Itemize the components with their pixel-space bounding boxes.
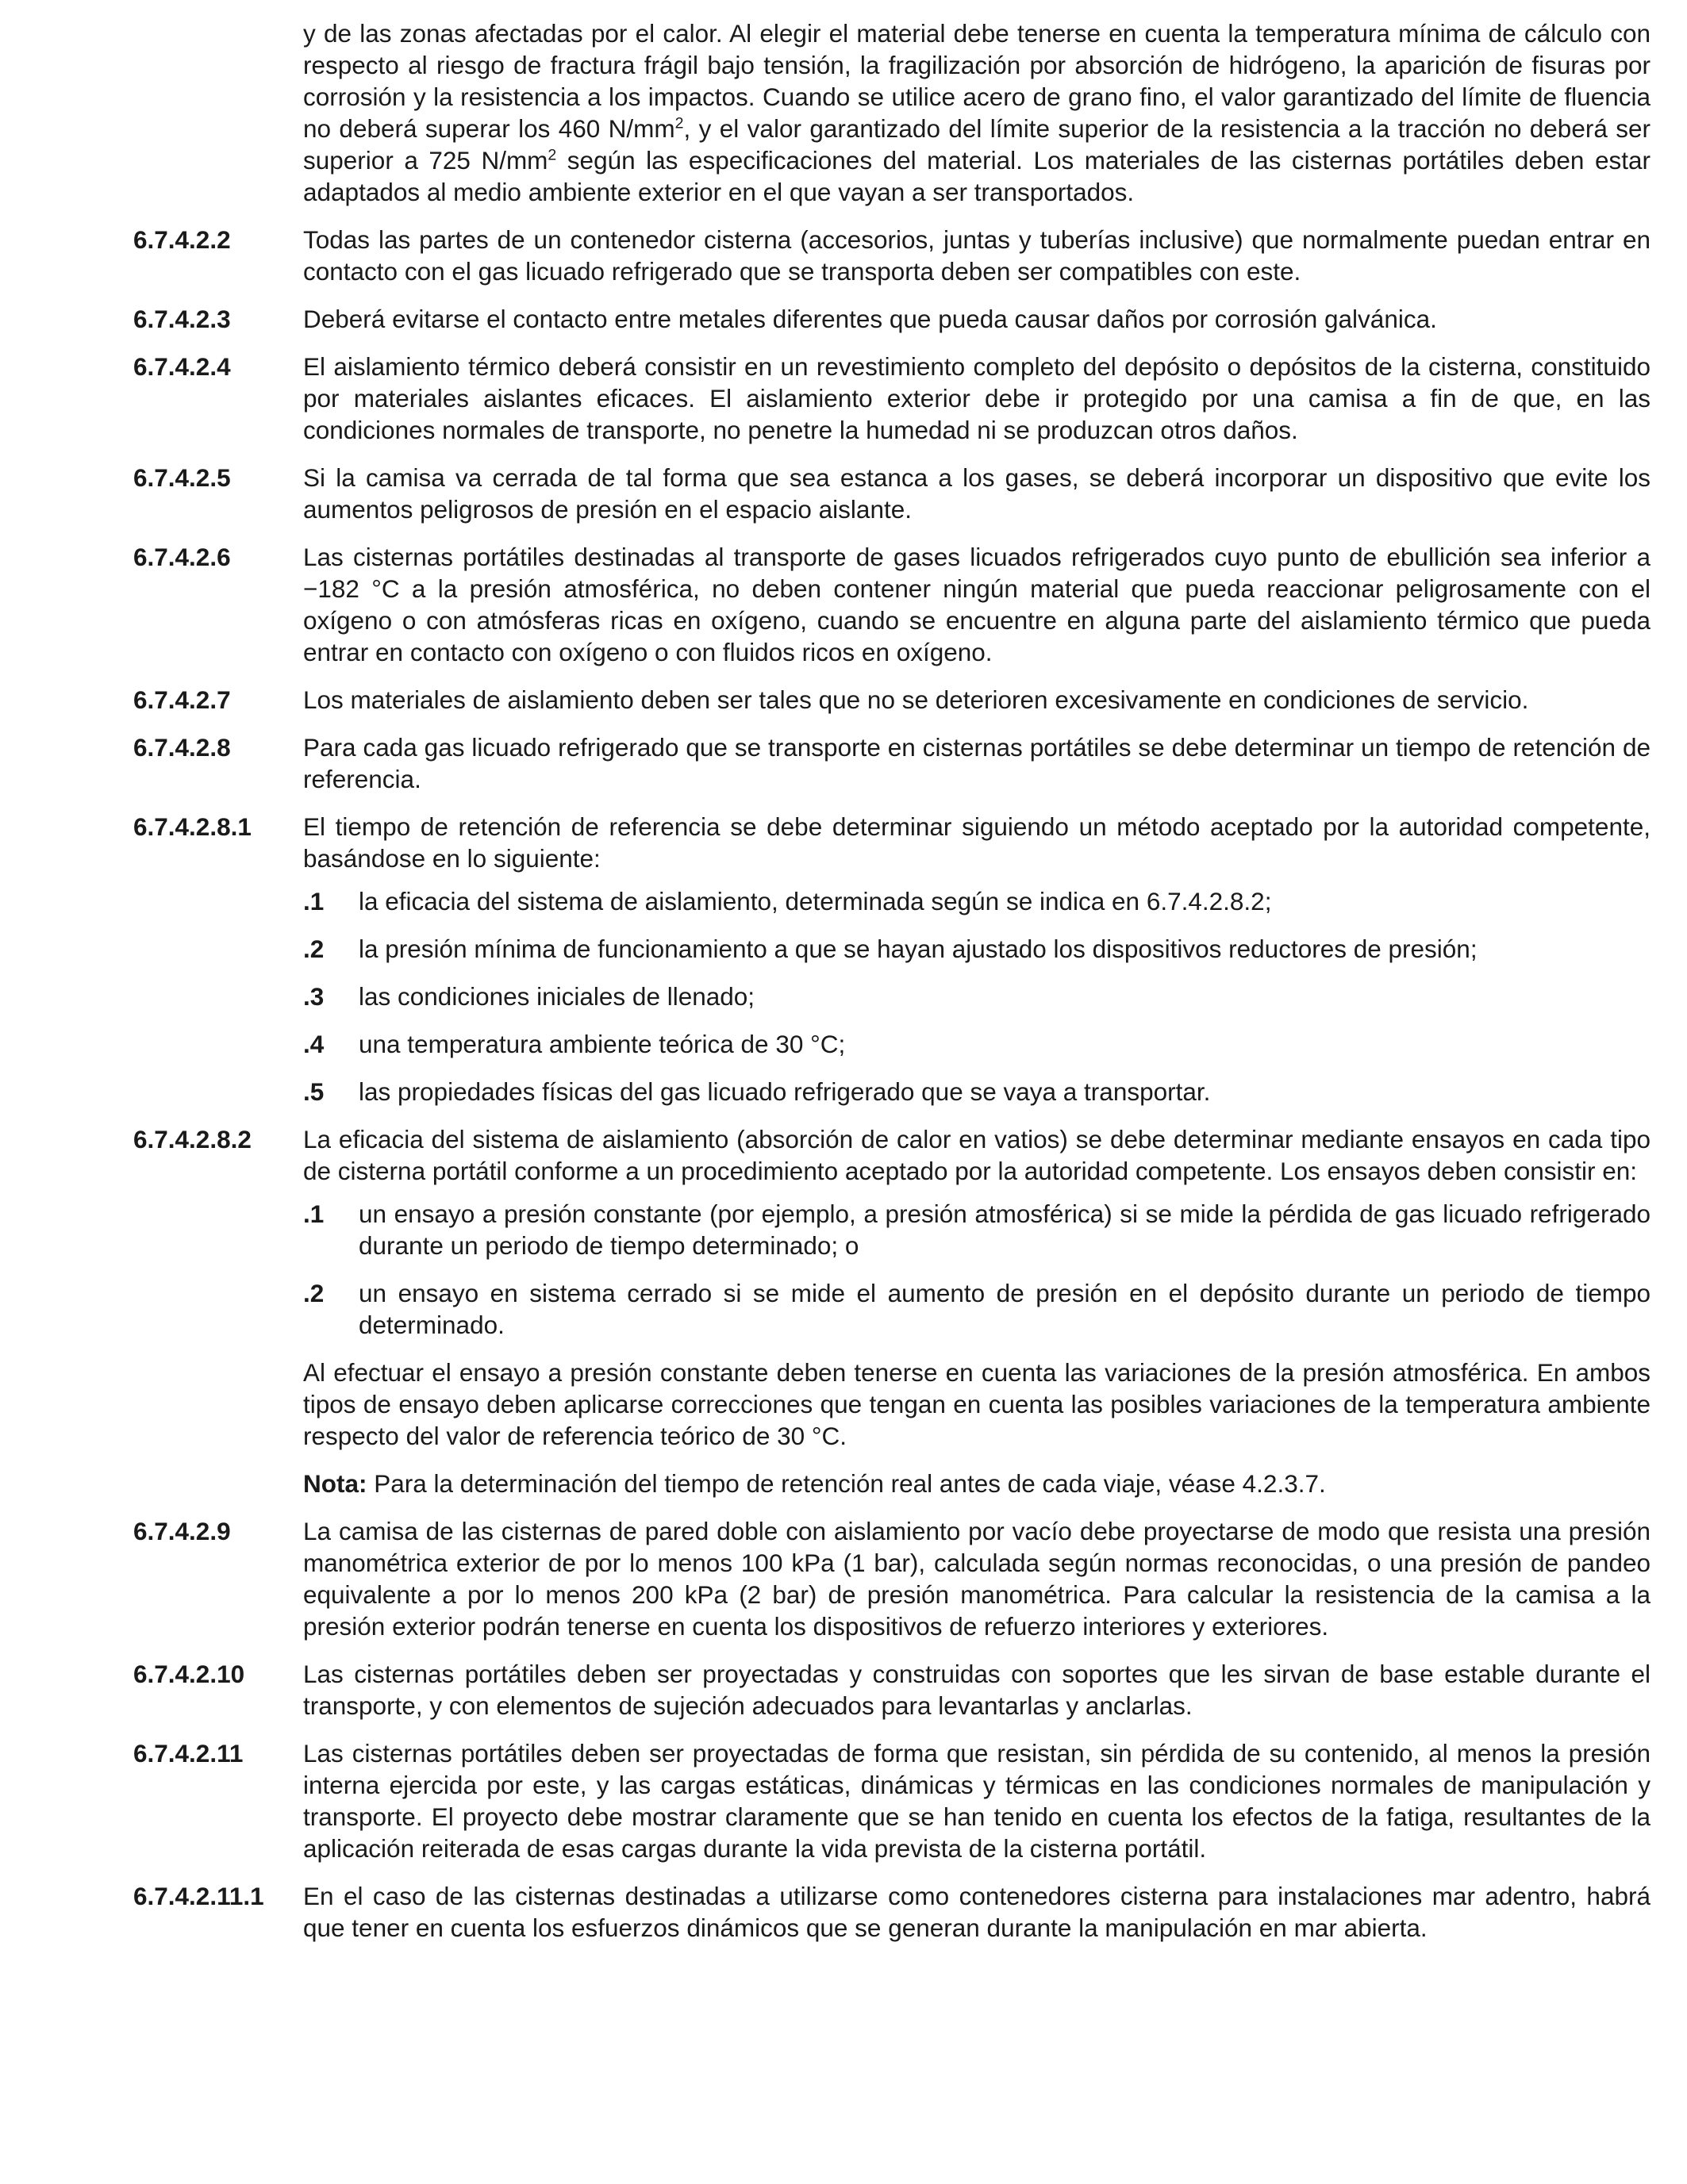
section-number: 6.7.4.2.9 — [133, 1517, 231, 1545]
section-number: 6.7.4.2.8 — [133, 733, 231, 762]
section-6-7-4-2-8-2 — [133, 1123, 1650, 1499]
item-text: un ensayo a presión constante (por ejemplo, a presión atmosférica) si se mide la pérdida de gas licuado refrigerado durante un periodo de tiempo determinado; o — [359, 1199, 1650, 1260]
section-text: Deberá evitarse el contacto entre metales diferentes que pueda causar daños por corrosión galvánica. — [303, 305, 1437, 333]
section-6-7-4-2-9 — [133, 1515, 1650, 1642]
section-number: 6.7.4.2.11 — [133, 1739, 244, 1768]
section-6-7-4-2-8 — [133, 731, 1650, 795]
item-text: la presión mínima de funcionamiento a que se hayan ajustado los dispositivos reductores de presión; — [359, 935, 1478, 963]
section-text: La camisa de las cisternas de pared doble con aislamiento por vacío debe proyectarse de modo que resista una presión manométrica exterior de por lo menos 100 kPa (1 bar), calculada según normas reconocidas, o una presión de pandeo equivalente a por lo menos 200 kPa (2 bar) de presión manométrica. Para calcular la resistencia de la camisa a la presión exterior podrán tenerse en cuenta los dispositivos de refuerzo interiores y exteriores. — [303, 1517, 1650, 1641]
note-text: Para la determinación del tiempo de retención real antes de cada viaje, véase 4.2.3.7. — [367, 1469, 1326, 1498]
section-text: El tiempo de retención de referencia se debe determinar siguiendo un método aceptado por la autoridad competente, basándose en lo siguiente: — [303, 812, 1650, 873]
superscript: 2 — [674, 114, 684, 132]
item-text: un ensayo en sistema cerrado si se mide el aumento de presión en el depósito durante un periodo de tiempo determinado. — [359, 1279, 1650, 1339]
section-number: 6.7.4.2.7 — [133, 685, 231, 714]
item-text: las condiciones iniciales de llenado; — [359, 982, 755, 1011]
intro-paragraph — [303, 17, 1650, 208]
intro-continuation — [133, 17, 1650, 208]
note-label: Nota: — [303, 1469, 367, 1498]
item-label: .1 — [303, 887, 325, 915]
section-number: 6.7.4.2.6 — [133, 543, 231, 571]
document-body — [133, 17, 1650, 1959]
note — [303, 1468, 1650, 1499]
section-number: 6.7.4.2.8.2 — [133, 1125, 252, 1153]
item-label: .5 — [303, 1077, 325, 1106]
item-label: .2 — [303, 935, 325, 963]
item-label: .4 — [303, 1030, 325, 1058]
section-followup-text: Al efectuar el ensayo a presión constante deben tenerse en cuenta las variaciones de la presión atmosférica. En ambos tipos de ensayo deben aplicarse correcciones que tengan en cuenta las posibles variaciones de la temperatura ambiente respecto del valor de referencia teórico de 30 °C. — [303, 1358, 1650, 1450]
list-item — [303, 1076, 1650, 1107]
section-6-7-4-2-11-1 — [133, 1880, 1650, 1944]
list-item — [303, 1198, 1650, 1261]
list-item — [303, 885, 1650, 917]
section-6-7-4-2-10 — [133, 1658, 1650, 1721]
intro-text-1: y de las zonas afectadas por el calor. Al elegir el material debe tenerse en cuenta la temperatura mínima de cálculo con respecto al riesgo de fractura frágil bajo tensión, la fragilización por absorción de hidrógeno, la aparición de fisuras por corrosión y la resistencia a los impactos. Cuando se utilice acero de grano fino, el valor garantizado del límite de fluencia no deberá superar los 460 N/mm — [303, 19, 1650, 143]
superscript: 2 — [548, 146, 557, 164]
section-number: 6.7.4.2.4 — [133, 352, 231, 381]
section-6-7-4-2-11 — [133, 1737, 1650, 1864]
section-text: Para cada gas licuado refrigerado que se transporte en cisternas portátiles se debe determinar un tiempo de retención de referencia. — [303, 733, 1650, 793]
section-6-7-4-2-3 — [133, 303, 1650, 335]
section-text: Las cisternas portátiles destinadas al transporte de gases licuados refrigerados cuyo punto de ebullición sea inferior a −182 °C a la presión atmosférica, no deben contener ningún material que pueda reaccionar peligrosamente con el oxígeno o con atmósferas ricas en oxígeno, cuando se encuentre en alguna parte del aislamiento térmico que pueda entrar en contacto con oxígeno o con fluidos ricos en oxígeno. — [303, 543, 1650, 666]
section-text: Si la camisa va cerrada de tal forma que sea estanca a los gases, se deberá incorporar un dispositivo que evite los aumentos peligrosos de presión en el espacio aislante. — [303, 463, 1650, 524]
list-item — [303, 1028, 1650, 1060]
section-text: En el caso de las cisternas destinadas a utilizarse como contenedores cisterna para instalaciones mar adentro, habrá que tener en cuenta los esfuerzos dinámicos que se generan durante la manipulación en mar abierta. — [303, 1882, 1650, 1942]
item-label: .1 — [303, 1199, 325, 1228]
item-text: una temperatura ambiente teórica de 30 °C; — [359, 1030, 846, 1058]
item-label: .2 — [303, 1279, 325, 1307]
section-6-7-4-2-7 — [133, 684, 1650, 716]
section-text: La eficacia del sistema de aislamiento (absorción de calor en vatios) se debe determinar mediante ensayos en cada tipo de cisterna portátil conforme a un procedimiento aceptado por la autoridad competente. Los ensayos deben consistir en: — [303, 1125, 1650, 1185]
intro-text-3: según las especificaciones del material. Los materiales de las cisternas portátiles deben estar adaptados al medio ambiente exterior en el que vayan a ser transportados. — [303, 146, 1650, 206]
section-text: El aislamiento térmico deberá consistir en un revestimiento completo del depósito o depósitos de la cisterna, constituido por materiales aislantes eficaces. El aislamiento exterior debe ir protegido por una camisa a fin de que, en las condiciones normales de transporte, no penetre la humedad ni se produzcan otros daños. — [303, 352, 1650, 444]
section-number: 6.7.4.2.2 — [133, 225, 231, 254]
list-item — [303, 981, 1650, 1012]
list-item — [303, 1277, 1650, 1341]
section-number: 6.7.4.2.8.1 — [133, 812, 252, 841]
list-item — [303, 933, 1650, 965]
section-number: 6.7.4.2.5 — [133, 463, 231, 492]
section-text: Los materiales de aislamiento deben ser tales que no se deterioren excesivamente en condiciones de servicio. — [303, 685, 1529, 714]
section-text: Las cisternas portátiles deben ser proyectadas de forma que resistan, sin pérdida de su contenido, al menos la presión interna ejercida por este, y las cargas estáticas, dinámicas y térmicas en las condiciones normales de manipulación y transporte. El proyecto debe mostrar claramente que se han tenido en cuenta los efectos de la fatiga, resultantes de la aplicación reiterada de esas cargas durante la vida prevista de la cisterna portátil. — [303, 1739, 1650, 1863]
item-text: la eficacia del sistema de aislamiento, determinada según se indica en 6.7.4.2.8.2; — [359, 887, 1272, 915]
section-6-7-4-2-8-1 — [133, 811, 1650, 1107]
section-text: Todas las partes de un contenedor cisterna (accesorios, juntas y tuberías inclusive) que normalmente puedan entrar en contacto con el gas licuado refrigerado que se transporta deben ser compatibles con este. — [303, 225, 1650, 286]
section-number: 6.7.4.2.10 — [133, 1660, 245, 1688]
section-number: 6.7.4.2.11.1 — [133, 1882, 264, 1910]
section-6-7-4-2-4 — [133, 351, 1650, 446]
section-6-7-4-2-5 — [133, 462, 1650, 525]
intro-text-2: , y el valor garantizado del límite superior de la resistencia a la tracción no deberá ser superior a 725 N/mm — [303, 114, 1650, 175]
section-6-7-4-2-6 — [133, 541, 1650, 668]
section-text: Las cisternas portátiles deben ser proyectadas y construidas con soportes que les sirvan de base estable durante el transporte, y con elementos de sujeción adecuados para levantarlas y anclarlas. — [303, 1660, 1650, 1720]
item-text: las propiedades físicas del gas licuado refrigerado que se vaya a transportar. — [359, 1077, 1211, 1106]
section-6-7-4-2-2 — [133, 224, 1650, 287]
item-list — [303, 885, 1650, 1107]
item-label: .3 — [303, 982, 325, 1011]
section-number: 6.7.4.2.3 — [133, 305, 231, 333]
item-list — [303, 1198, 1650, 1341]
